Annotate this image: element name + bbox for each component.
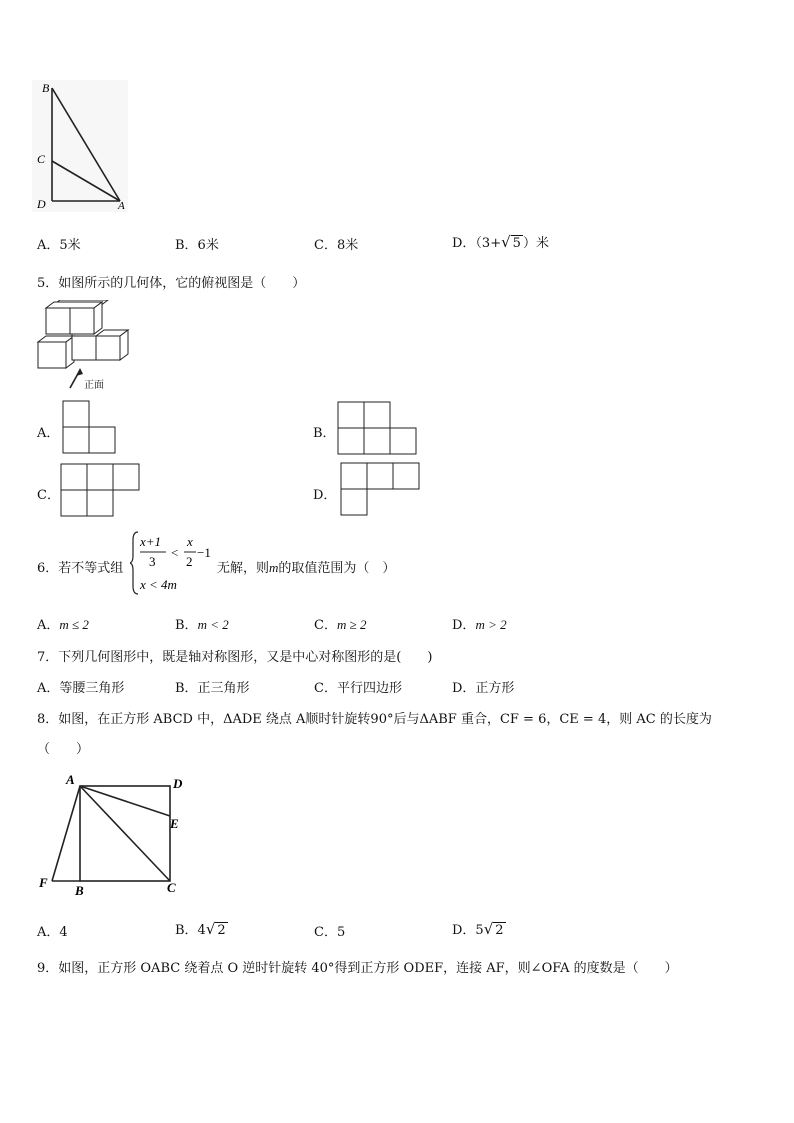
minus-one: −1 — [197, 545, 211, 560]
q6-var-m: m — [269, 560, 279, 575]
q4-option-c[interactable]: C．8米 — [314, 238, 359, 253]
q5-stem: 5．如图所示的几何体，它的俯视图是（ ） — [37, 276, 306, 291]
label-B: B — [75, 883, 84, 896]
q7-option-d[interactable]: D．正方形 — [452, 681, 515, 696]
q8-b-radicand: 2 — [217, 923, 226, 938]
label-F: F — [39, 875, 48, 890]
inequality-system-q6 — [130, 530, 220, 596]
q8-paren: （ ） — [37, 742, 90, 757]
q4-option-a[interactable]: A．5米 — [37, 238, 81, 253]
q6-d-expr: m > 2 — [475, 617, 507, 632]
sqrt-sign: √ — [501, 233, 511, 251]
top-view-d[interactable] — [340, 462, 422, 518]
sqrt-sign: √ — [483, 920, 494, 938]
q7-option-b[interactable]: B．正三角形 — [175, 681, 250, 696]
q6-a-expr: m ≤ 2 — [59, 617, 89, 632]
label-C: C — [167, 880, 176, 895]
label-C: C — [37, 152, 46, 166]
front-label: 正面 — [84, 380, 104, 391]
second-inequality: x < 4m — [140, 577, 177, 592]
q5-option-d[interactable]: D． — [313, 488, 337, 503]
q8-d-radicand: 2 — [495, 923, 504, 938]
q4-d-suffix: ）米 — [522, 236, 549, 251]
q4-option-b[interactable]: B．6米 — [175, 238, 219, 253]
label-B: B — [42, 81, 50, 95]
frac1-den: 3 — [149, 554, 156, 569]
q6-a-label: A． — [37, 618, 60, 633]
q6-stem-prefix: 6．若不等式组 — [37, 561, 124, 576]
q6-option-c[interactable] — [314, 614, 366, 633]
frac1-num: x+1 — [140, 534, 162, 549]
less-than: < — [171, 545, 179, 560]
frac2-den: 2 — [186, 554, 193, 569]
q5-option-a[interactable]: A． — [37, 426, 60, 441]
q5-option-b[interactable]: B． — [313, 426, 336, 441]
top-view-a[interactable] — [62, 400, 118, 456]
q4-d-radicand: 5 — [512, 236, 521, 251]
q8-option-a[interactable]: A．4 — [37, 925, 68, 940]
q8-option-c[interactable]: C．5 — [314, 925, 346, 940]
q6-option-a[interactable] — [37, 614, 89, 633]
q6-post-text: 无解，则 — [217, 561, 270, 576]
square-figure-q8 — [36, 770, 186, 896]
q6-d-label: D． — [452, 618, 476, 633]
q8-stem: 8．如图，在正方形 ABCD 中，ΔADE 绕点 A顺时针旋转90°后与ΔABF 重合，CF = 6，CE = 4，则 AC 的长度为 — [37, 712, 712, 727]
q6-option-b[interactable] — [175, 614, 229, 633]
label-D: D — [173, 776, 183, 791]
top-view-c[interactable] — [60, 463, 142, 519]
q7-option-a[interactable]: A．等腰三角形 — [37, 681, 125, 696]
q6-option-d[interactable] — [452, 614, 507, 633]
q6-end-text: 的取值范围为（ ） — [278, 561, 396, 576]
q8-b-label: B．4 — [175, 923, 206, 938]
label-D: D — [37, 197, 46, 211]
triangle-figure-q4 — [30, 78, 130, 214]
q8-d-label: D．5 — [452, 923, 484, 938]
label-E: E — [170, 816, 179, 831]
q7-option-c[interactable]: C．平行四边形 — [314, 681, 402, 696]
frac2-num: x — [187, 534, 193, 549]
q5-option-c[interactable]: C． — [37, 488, 60, 503]
q6-b-label: B． — [175, 618, 198, 633]
q8-option-d[interactable] — [452, 919, 506, 938]
q7-stem: 7．下列几何图形中，既是轴对称图形，又是中心对称图形的是( ) — [37, 650, 433, 665]
q4-option-d[interactable] — [452, 232, 549, 251]
q6-c-label: C． — [314, 618, 337, 633]
q4-d-prefix: D．（3+ — [452, 236, 502, 251]
q6-stem-post — [217, 557, 395, 576]
label-A: A — [66, 772, 75, 787]
top-view-b[interactable] — [337, 401, 419, 457]
sqrt-sign: √ — [205, 920, 216, 938]
q6-b-expr: m < 2 — [197, 617, 229, 632]
label-A: A — [118, 200, 125, 212]
q6-c-expr: m ≥ 2 — [336, 617, 367, 632]
q8-option-b[interactable] — [175, 919, 228, 938]
q9-stem: 9．如图，正方形 OABC 绕着点 O 逆时针旋转 40°得到正方形 ODEF，连接 AF，则∠OFA 的度数是（ ） — [37, 961, 678, 976]
